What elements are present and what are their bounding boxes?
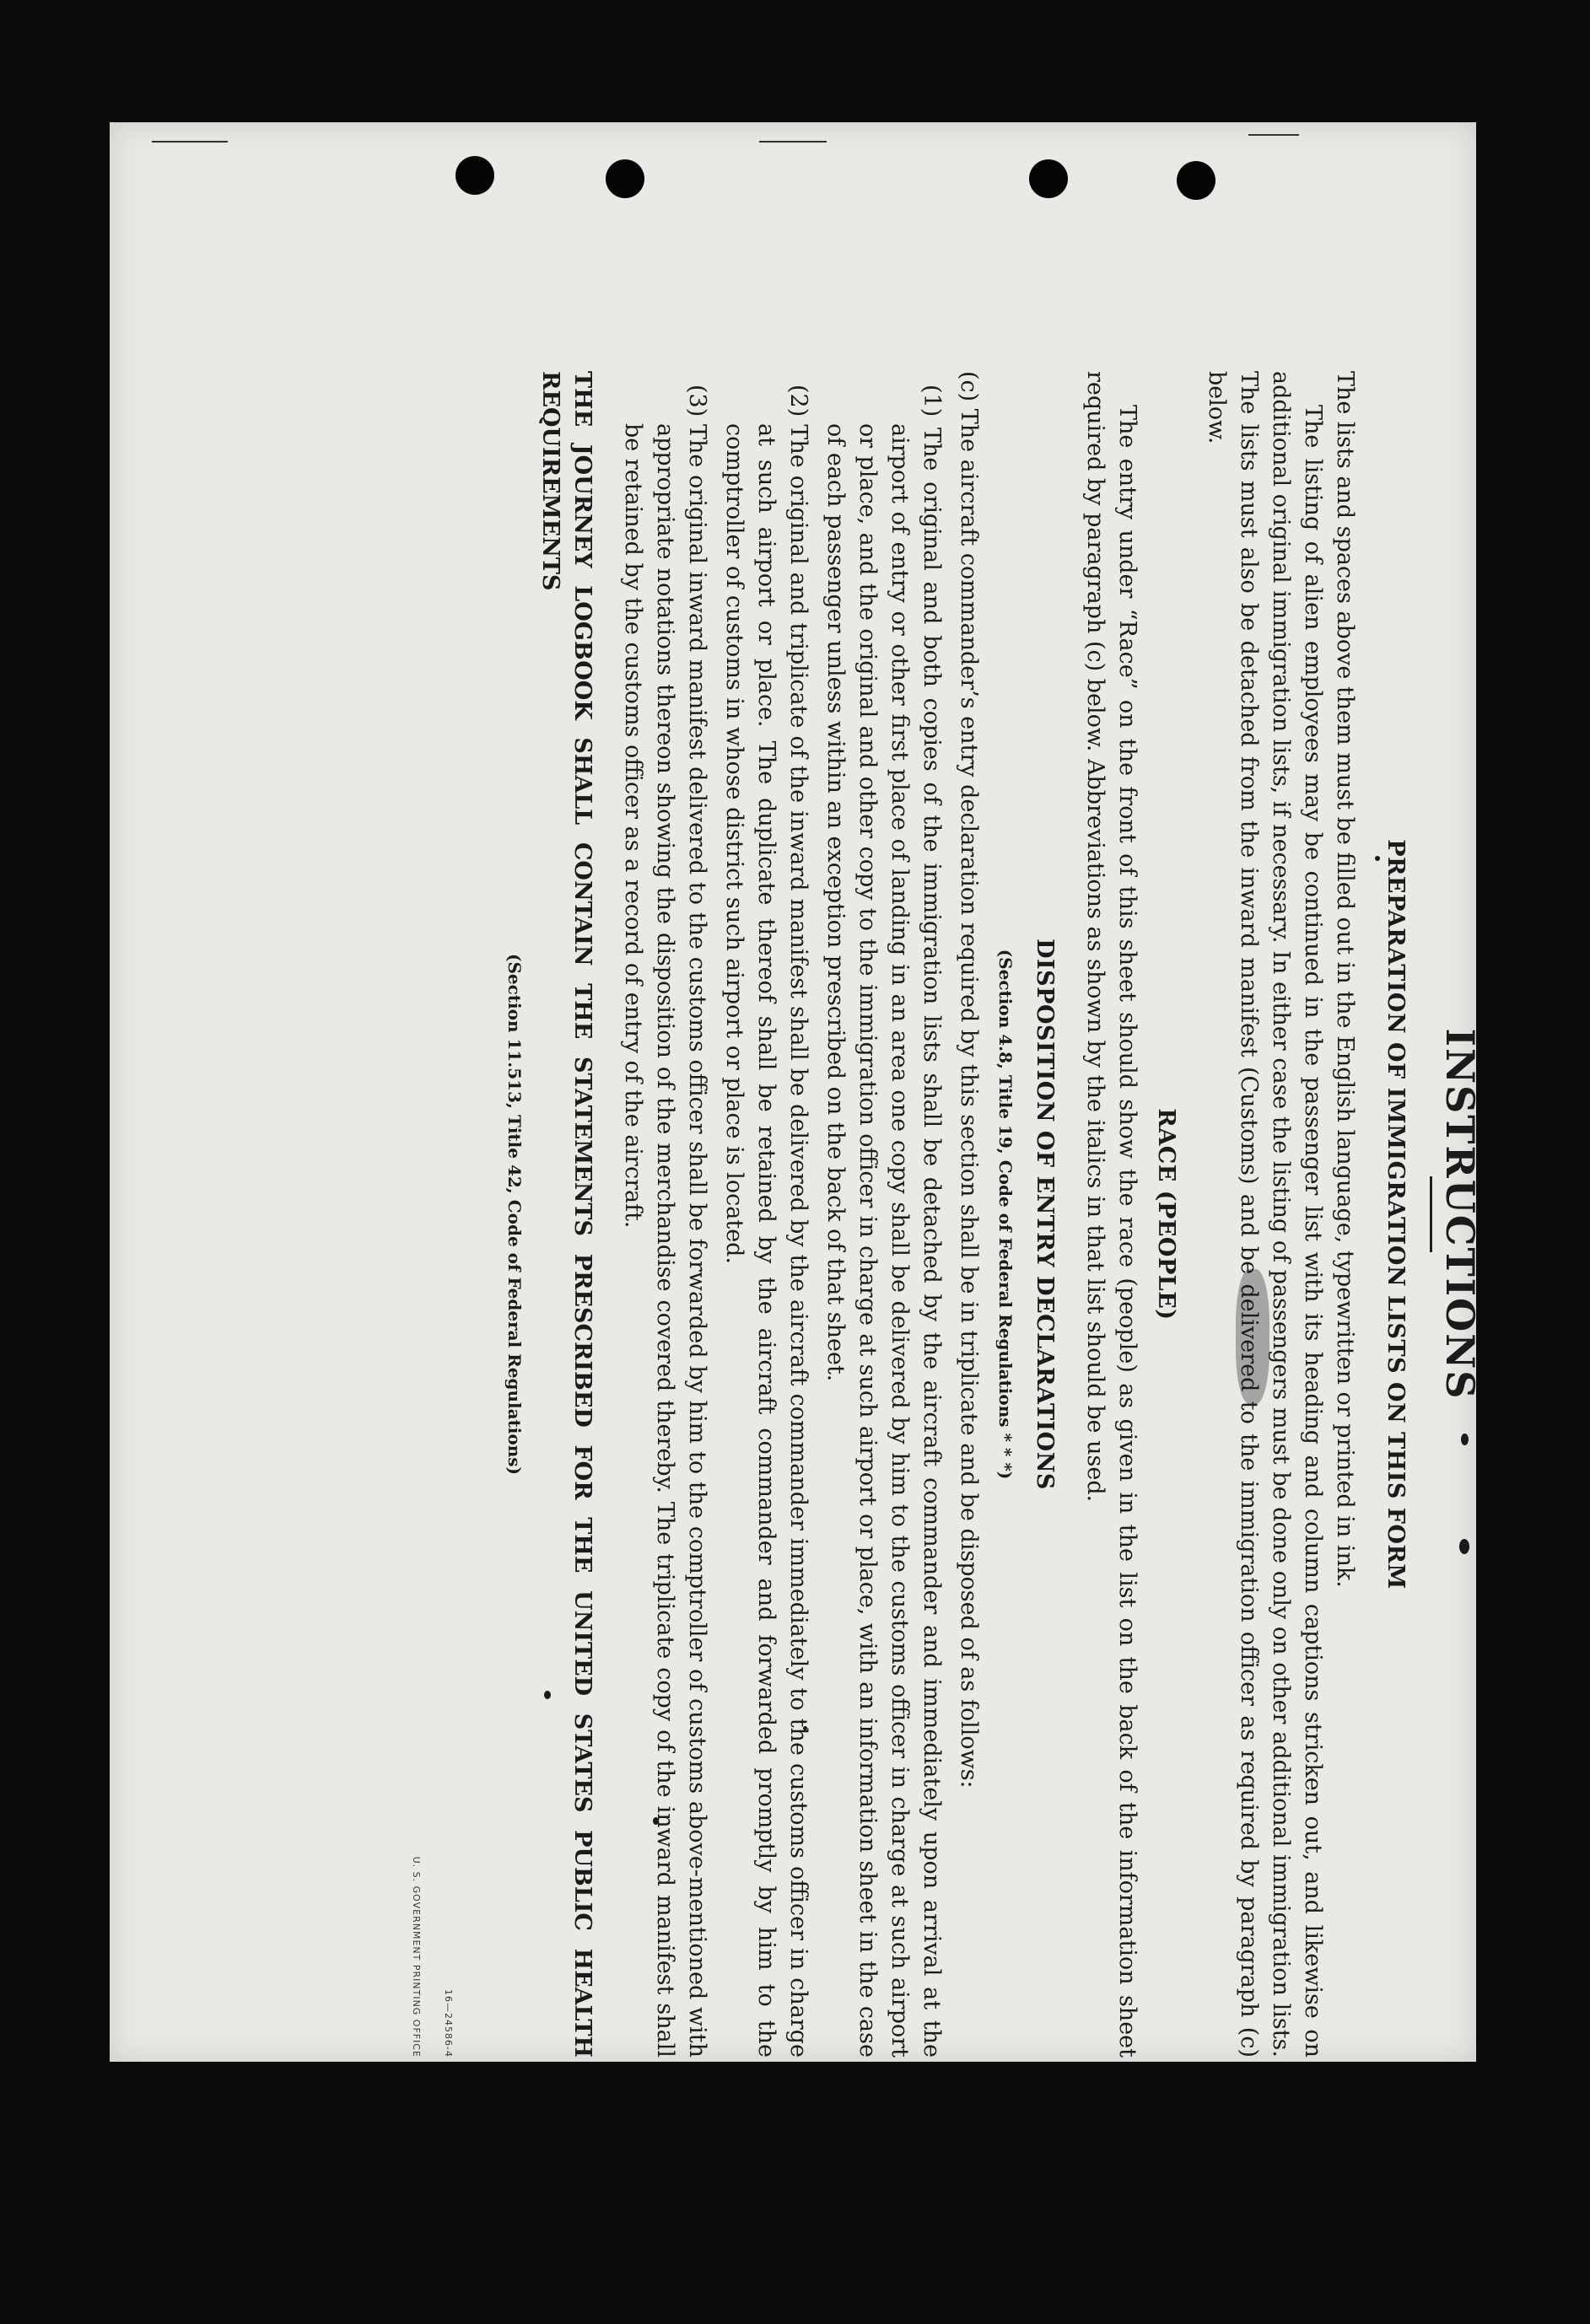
- punch-hole: [606, 159, 644, 198]
- rotated-text-block: [380, 371, 1483, 2058]
- section-heading-disposition: DISPOSITION OF ENTRY DECLARATIONS: [1032, 939, 1058, 1490]
- section-heading-preparation: PREPARATION OF IMMIGRATION LISTS ON THIS FORM: [1382, 839, 1409, 1590]
- preparation-paragraph-2: The listing of alien employees may be continued in the passenger list with its heading and column captions stricken out, and likewise on additional original immigration lists, if necessary. In either case the listing of passengers must be done only on other additional immigration lists. The lists must also be detached from the inward manifest (Customs) and be delivered to the immigration officer as required by paragraph (c) below.: [1204, 371, 1326, 2058]
- disposition-citation: (Section 4.8, Title 19, Code of Federal Regulations * * *): [995, 949, 1016, 1480]
- edge-mark: [152, 141, 228, 143]
- section-heading-race: RACE (PEOPLE): [1153, 1108, 1179, 1321]
- edge-mark: [1248, 134, 1299, 136]
- disposition-item-3: (3) The original inward manifest delivered to the customs officer shall be forwarded by him to the comptroller of customs above-mentioned with appropriate notations thereon showing the disposition of the merchandise covered thereby. The triplicate copy of the inward manifest shall be retained by the customs officer as a record of entry of the aircraft.: [620, 385, 710, 2058]
- form-code: 16—24586-4: [443, 1989, 454, 2058]
- punch-hole: [455, 156, 494, 195]
- title-underline: [1430, 1176, 1432, 1252]
- disposition-item-2: (2) The original and triplicate of the inward manifest shall be delivered by the aircraft commander immediately to the customs officer in charge at such airport or place. The duplicate thereof shall be retained by the aircraft commander and forwarded promptly by him to the comptroller of customs in whose district such airport or place is located.: [721, 385, 811, 2058]
- footer-statement: THE JOURNEY LOGBOOK SHALL CONTAIN THE STATEMENTS PRESCRIBED FOR THE UNITED STATES PUBLIC HEALTH REQUIREMENTS: [537, 371, 596, 2058]
- document-title: INSTRUCTIONS: [1437, 1028, 1483, 1401]
- preparation-paragraph-1: The lists and spaces above them must be filled out in the English language, typewritten or printed in ink.: [1332, 371, 1358, 1588]
- punch-hole: [1177, 161, 1215, 200]
- race-paragraph: The entry under “Race” on the front of this sheet should show the race (people) as given in the list on the back of the information sheet required by paragraph (c) below. Abbreviations as shown by the italics in that list should be used.: [1082, 371, 1140, 2058]
- punch-hole: [1029, 159, 1068, 198]
- printing-office-imprint: [400, 1857, 464, 2058]
- printing-office-label: U. S. GOVERNMENT PRINTING OFFICE: [411, 1856, 422, 2058]
- disposition-intro: (c) The aircraft commander’s entry declaration required by this section shall be in triplicate and be disposed of as follows:: [956, 371, 982, 1789]
- disposition-item-1: (1) The original and both copies of the immigration lists shall be detached by the aircraft commander and immediately upon arrival at the airport of entry or other first place of landing in an area one copy shall be delivered by him to the customs officer in charge at such airport or place, and the original and other copy to the immigration officer in charge at such airport or place, with an information sheet in the case of each passenger unless within an exception prescribed on the back of that sheet.: [822, 385, 945, 2058]
- edge-mark: [759, 141, 827, 143]
- footer-citation: (Section 11.513, Title 42, Code of Federal Regulations): [504, 953, 525, 1476]
